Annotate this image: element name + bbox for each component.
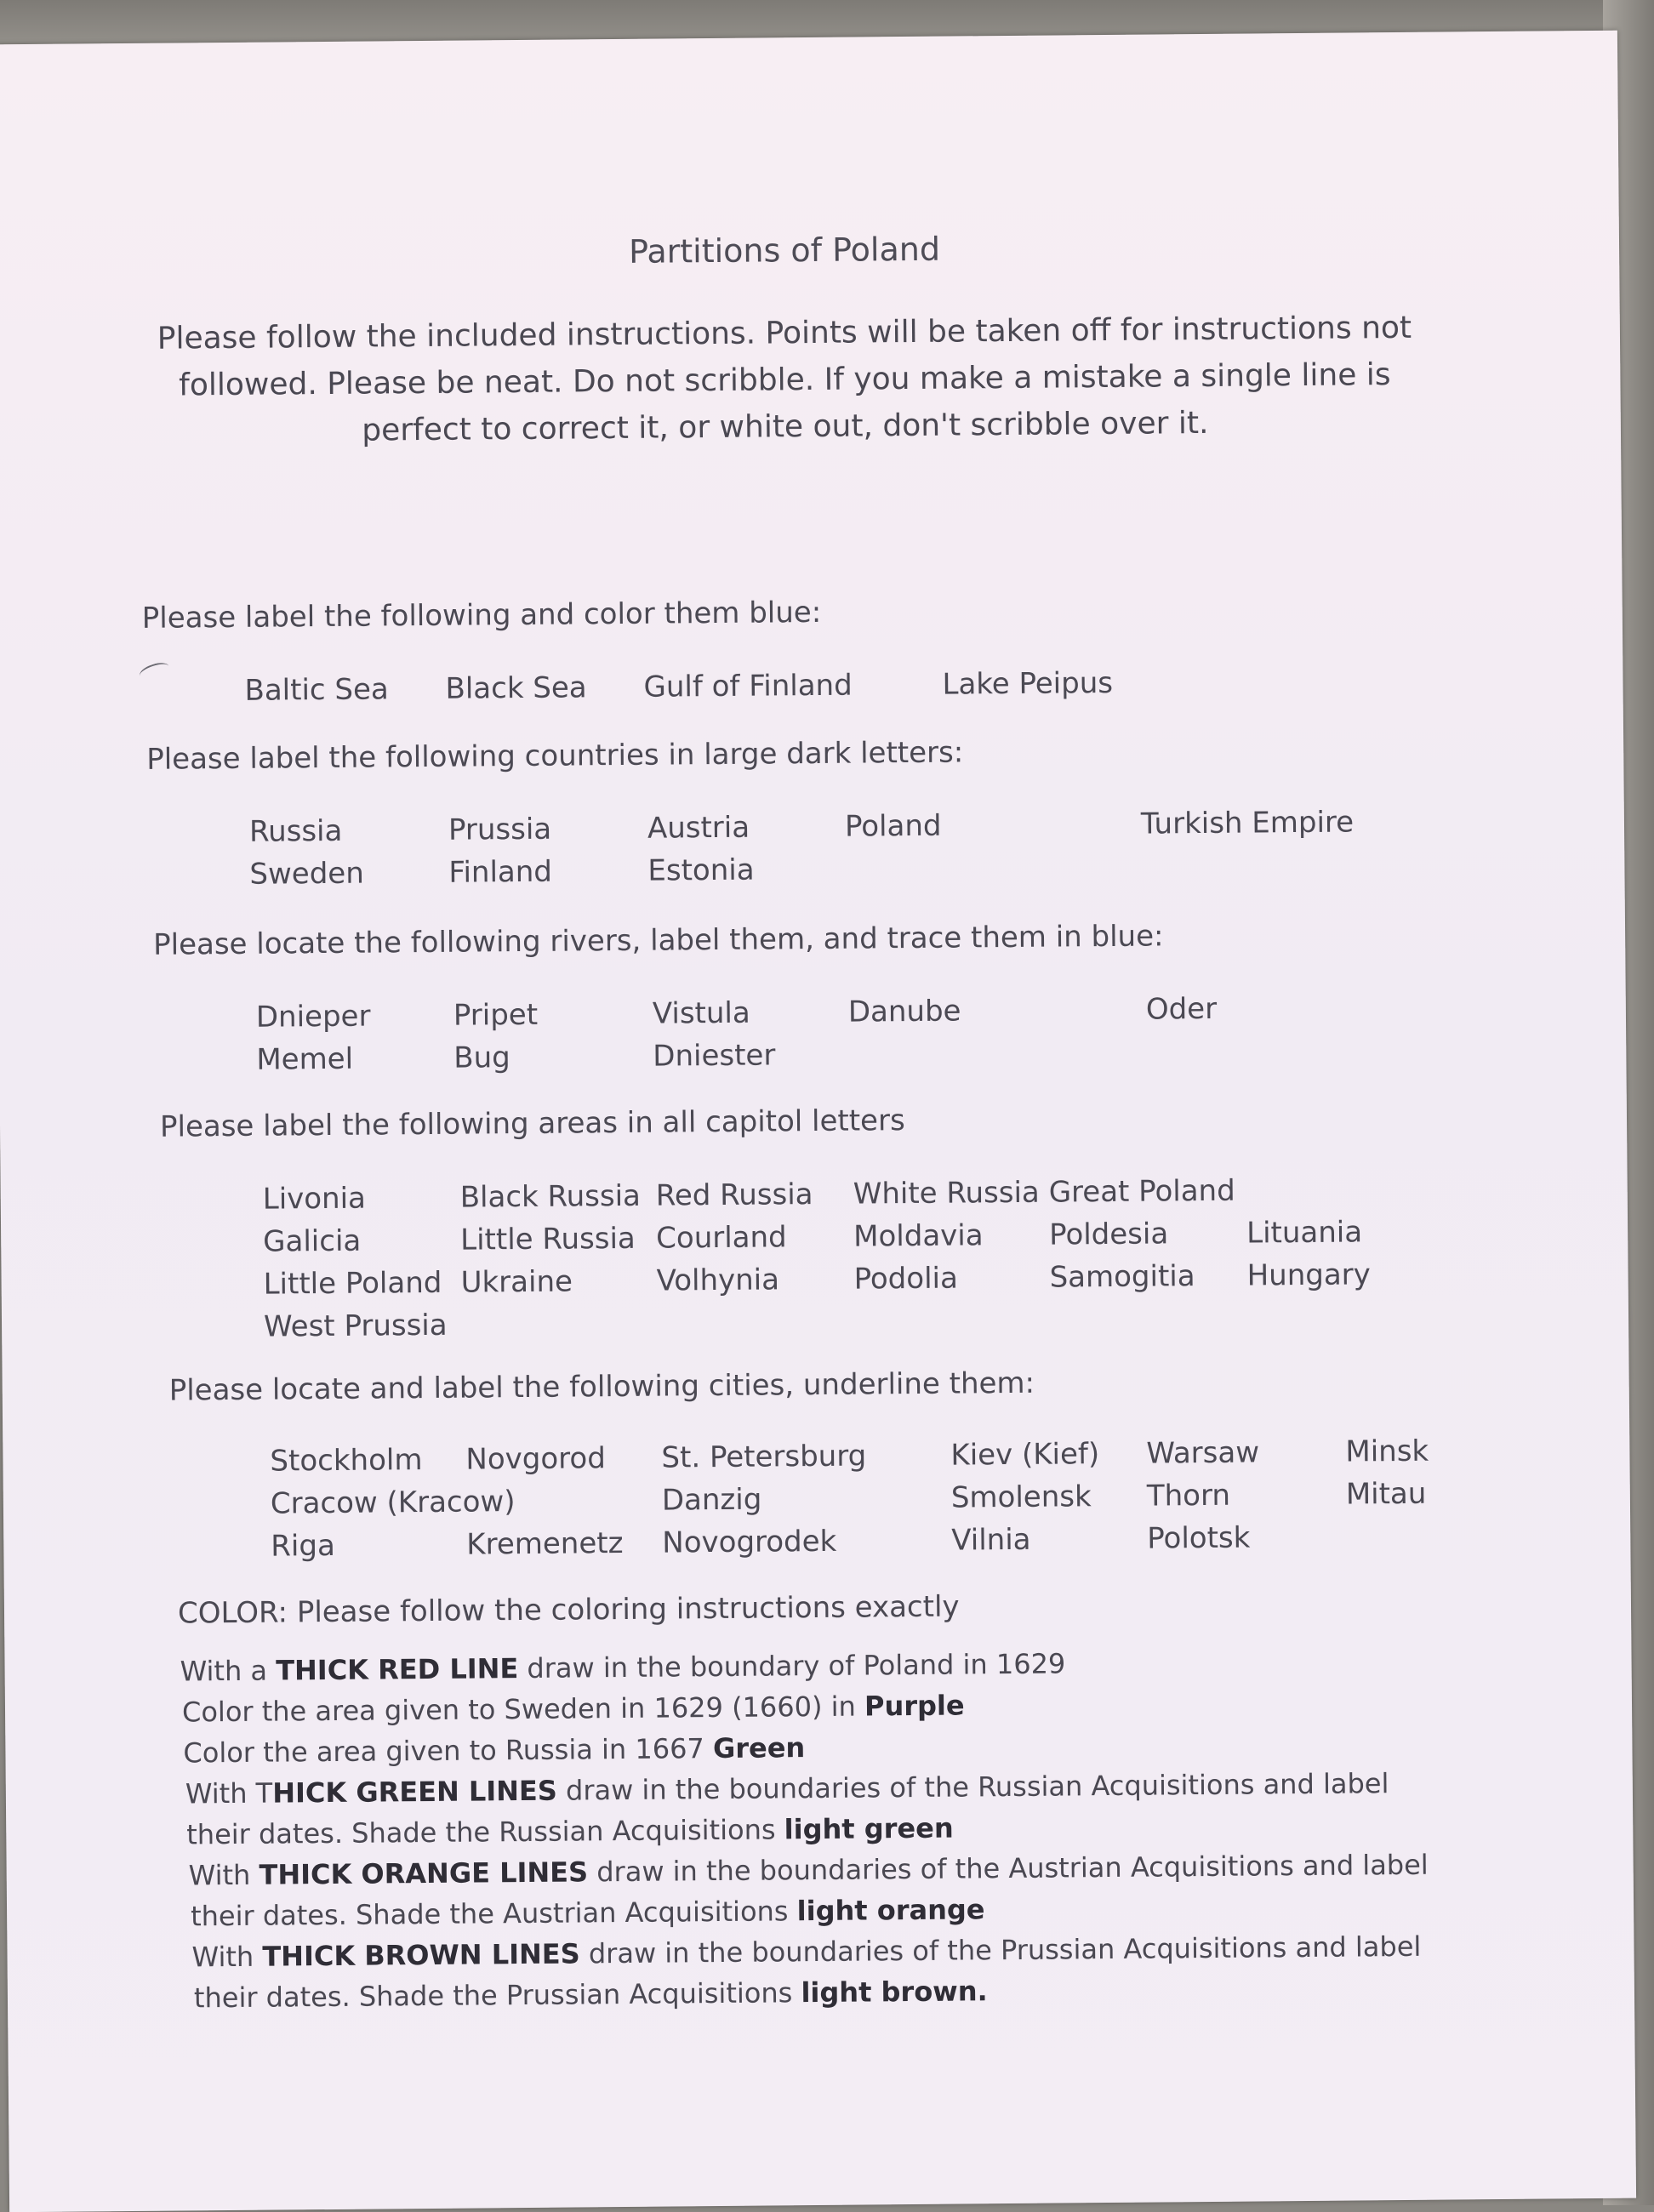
instruction-emphasis: THICK BROWN LINES xyxy=(262,1937,580,1972)
rivers-term: Oder xyxy=(1146,992,1218,1027)
instruction-text: With T xyxy=(185,1777,273,1810)
cities-term: Polotsk xyxy=(1147,1521,1250,1556)
cities-term: Smolensk xyxy=(951,1479,1092,1514)
areas-term: Samogitia xyxy=(1049,1259,1195,1294)
instruction-text: With xyxy=(191,1941,262,1974)
areas-term: Courland xyxy=(656,1220,787,1255)
areas-term: Black Russia xyxy=(460,1179,641,1215)
rivers-term: Bug xyxy=(453,1040,510,1075)
instruction-text: draw in the boundaries of the Prussian Acquisitions and label xyxy=(580,1930,1422,1970)
areas-term: Moldavia xyxy=(853,1218,984,1253)
instruction-emphasis: THICK RED LINE xyxy=(276,1652,518,1686)
water-heading: Please label the following and color them blue: xyxy=(142,596,822,636)
instruction-text: Color the area given to Russia in 1667 xyxy=(183,1732,713,1769)
instruction-text: draw in the boundaries of the Austrian Acquisitions and label xyxy=(588,1849,1429,1889)
rivers-term: Dniester xyxy=(653,1038,775,1073)
cities-heading: Please locate and label the following cities, underline them: xyxy=(169,1366,1035,1408)
rivers-list xyxy=(256,1001,257,1086)
countries-term: Poland xyxy=(845,809,942,844)
areas-term: Podolia xyxy=(853,1262,958,1297)
areas-term: Volhynia xyxy=(656,1263,779,1297)
cities-term: Kiev (Kief) xyxy=(950,1437,1099,1473)
instruction-emphasis: Green xyxy=(713,1731,806,1764)
cities-term: Danzig xyxy=(662,1483,762,1518)
cities-term: Minsk xyxy=(1345,1434,1429,1469)
worksheet-paper xyxy=(0,31,1636,2212)
rivers-term: Danube xyxy=(848,994,961,1029)
rivers-term: Pripet xyxy=(453,998,539,1033)
cities-term: Novogrodek xyxy=(662,1525,836,1560)
cities-term: Thorn xyxy=(1147,1479,1230,1514)
rivers-term: Vistula xyxy=(653,996,750,1031)
areas-term: Poldesia xyxy=(1049,1217,1168,1251)
cities-term: Novgorod xyxy=(465,1441,606,1476)
instruction-text: With xyxy=(189,1859,260,1892)
cities-list xyxy=(270,1445,271,1572)
instruction-text: draw in the boundary of Poland in 1629 xyxy=(518,1647,1065,1685)
instruction-emphasis: THICK ORANGE LINES xyxy=(259,1856,588,1890)
areas-term: West Prussia xyxy=(264,1308,448,1344)
areas-term: Hungary xyxy=(1246,1257,1371,1292)
instruction-emphasis: light orange xyxy=(797,1893,985,1927)
areas-list xyxy=(263,1183,265,1353)
countries-list xyxy=(249,815,250,900)
areas-term: Red Russia xyxy=(656,1177,813,1213)
countries-term: Prussia xyxy=(448,812,552,847)
countries-term: Finland xyxy=(448,855,552,890)
worksheet-title: Partitions of Poland xyxy=(0,225,1577,276)
countries-term: Turkish Empire xyxy=(1141,805,1354,841)
water-term: Baltic Sea xyxy=(244,672,389,707)
color-instructions xyxy=(180,1639,1476,2018)
color-heading: COLOR: Please follow the coloring instructions exactly xyxy=(178,1590,960,1631)
areas-heading: Please label the following areas in all capitol letters xyxy=(160,1103,905,1144)
cities-term: Stockholm xyxy=(270,1443,422,1479)
cities-term: St. Petersburg xyxy=(661,1439,866,1474)
instruction-text: Color the area given to Sweden in 1629 (1660) in xyxy=(182,1690,864,1729)
cities-term: Mitau xyxy=(1346,1477,1427,1512)
rivers-term: Dnieper xyxy=(256,1000,371,1035)
cities-term: Kremenetz xyxy=(466,1526,623,1562)
cities-term: Riga xyxy=(271,1529,335,1564)
areas-term: Lituania xyxy=(1246,1215,1362,1250)
countries-heading: Please label the following countries in large dark letters: xyxy=(146,735,963,776)
areas-term: White Russia xyxy=(853,1176,1040,1211)
instruction-emphasis: Purple xyxy=(864,1689,965,1722)
countries-term: Russia xyxy=(249,814,343,849)
cities-term: Vilnia xyxy=(951,1523,1031,1558)
instruction-emphasis: HICK GREEN LINES xyxy=(272,1775,557,1810)
countries-term: Austria xyxy=(647,811,750,846)
water-term: Black Sea xyxy=(445,670,586,705)
areas-term: Little Poland xyxy=(263,1266,442,1302)
water-term: Lake Peipus xyxy=(942,666,1113,702)
instructions-intro: Please follow the included instructions. Points will be taken off for instructions not followed. Please be neat. Do not scribble. If you make a mistake a single line is perfect to correct it, or white out, don't scribble over it. xyxy=(121,304,1449,456)
instruction-text: draw in the boundaries of the Russian Acquisitions and label xyxy=(557,1767,1389,1807)
pencil-mark xyxy=(138,659,171,682)
water-term: Gulf of Finland xyxy=(643,669,853,704)
rivers-heading: Please locate the following rivers, label them, and trace them in blue: xyxy=(153,919,1164,961)
cities-term: Cracow (Kracow) xyxy=(271,1485,516,1521)
worksheet-content xyxy=(0,31,1636,2212)
countries-term: Estonia xyxy=(647,853,755,888)
areas-term: Galicia xyxy=(263,1224,361,1259)
areas-term: Great Poland xyxy=(1049,1174,1235,1210)
instruction-text: their dates. Shade the Prussian Acquisitions xyxy=(194,1976,801,2014)
instruction-text: With a xyxy=(180,1655,276,1688)
areas-term: Livonia xyxy=(263,1182,367,1217)
countries-term: Sweden xyxy=(249,857,364,892)
rivers-term: Memel xyxy=(256,1042,353,1077)
instruction-emphasis: light brown. xyxy=(801,1975,988,2009)
instruction-text: their dates. Shade the Russian Acquisitions xyxy=(186,1813,784,1850)
instruction-emphasis: light green xyxy=(784,1812,954,1846)
instruction-text: their dates. Shade the Austrian Acquisitions xyxy=(191,1895,797,1932)
cities-term: Warsaw xyxy=(1146,1435,1259,1470)
areas-term: Little Russia xyxy=(460,1222,636,1257)
areas-term: Ukraine xyxy=(460,1264,573,1299)
